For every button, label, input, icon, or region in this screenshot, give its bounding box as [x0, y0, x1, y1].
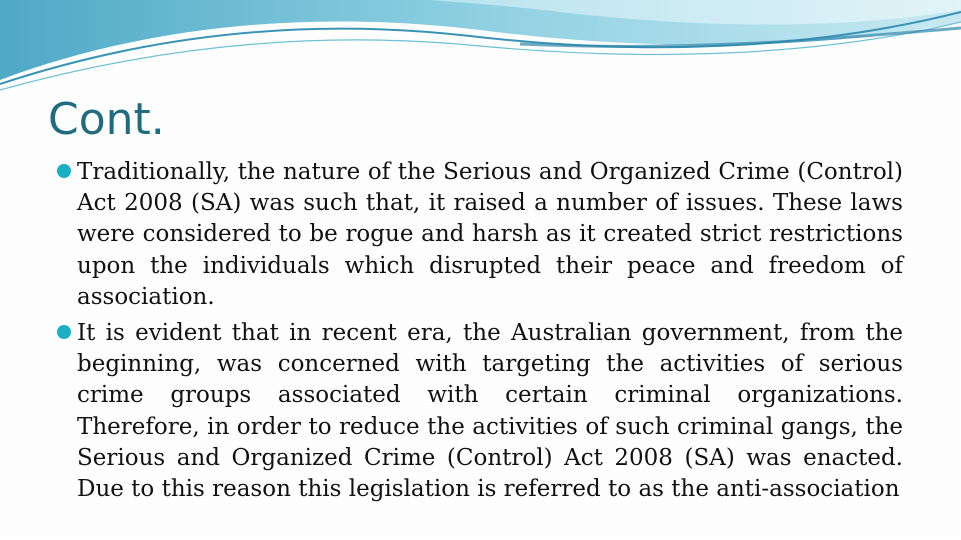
bullet-dot-icon: [57, 325, 71, 339]
bullet-text: It is evident that in recent era, the Australian government, from the beginning, was concerned with targeting the activities of serious crime groups associated with certain criminal organizations. Therefore, in order to reduce the activities of such criminal gangs, the Serious and Organized Crime (Control) Act 2008 (SA) was enacted. Due to this reason this legislation is referred to as the anti-association: [77, 320, 903, 503]
bullet-list: [77, 157, 903, 510]
slide-title: Cont.: [48, 94, 165, 145]
bullet-dot-icon: [57, 164, 71, 178]
bullet-item: [77, 157, 903, 313]
bullet-item: [77, 318, 903, 505]
bullet-text: Traditionally, the nature of the Serious and Organized Crime (Control) Act 2008 (SA) was such that, it raised a number of issues. These laws were considered to be rogue and harsh as it created strict restrictions upon the individuals which disrupted their peace and freedom of association.: [77, 159, 903, 310]
header-wave-decoration: [0, 0, 961, 95]
